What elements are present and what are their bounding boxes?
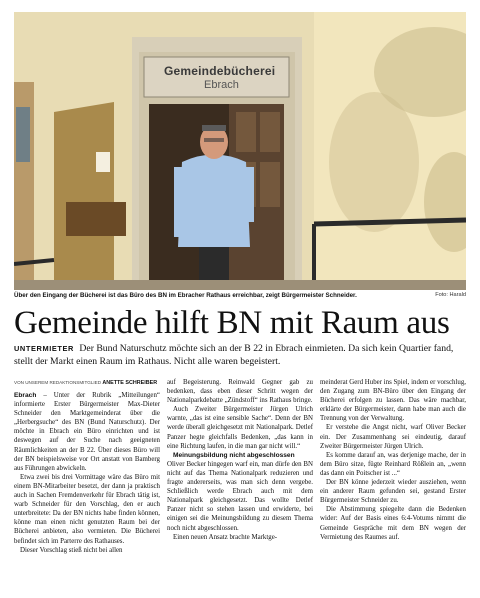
col1-paragraph-1 xyxy=(14,391,160,473)
col3-paragraph-4: Der BN könne jederzeit wieder ausziehen, wenn ein anderer Raum gefunden sei, gestand Erster Bürgermeister Schneider zu. xyxy=(320,479,466,505)
article-photo xyxy=(14,12,466,290)
photo-caption: Über den Eingang der Bücherei ist das Büro des BN im Ebracher Rathaus erreichbar, zeigt Bürgermeister Schneider. xyxy=(14,292,357,299)
sign-line1: Gemeindebücherei xyxy=(164,64,276,78)
col3-paragraph-3: Es komme darauf an, was derjenige mache, der in dem Büro sitze, fügte Reinhard Rößlein an, „wenn das dann ein Poitscher ist ...“ xyxy=(320,451,466,477)
lead-text: Der Bund Naturschutz möchte sich an der B 22 in Ebrach einmieten. Da sich kein Quartier fand, stellt der Markt einen Raum im Rathaus. Nicht alle waren begeistert. xyxy=(14,343,454,367)
sign-line2: Ebrach xyxy=(204,79,239,91)
photo-credit: Foto: Harald xyxy=(435,292,466,298)
col2-subhead: Meinungsbildung nicht abgeschlossen xyxy=(173,451,295,459)
byline xyxy=(14,380,164,386)
col2-paragraph-2: Auch Zweiter Bürgermeister Jürgen Ulrich warnte, „das ist eine sensible Sache“. Denn der BN werde überall gleichgesetzt mit Nationalpark. Detlef Panzer hegte gleichfalls Bedenken, „das kann in eine Richtung laufen, in die man gar nicht will.“ xyxy=(167,406,313,450)
byline-prefix: VON UNSEREM REDAKTIONSMITGLIED xyxy=(14,380,102,385)
lead-paragraph xyxy=(14,343,466,368)
col2-paragraph-1: auf Begeisterung. Reinwald Gegner gab zu bedenken, dass eben dieser Schritt wegen der Nationalparkdebatte „Zündstoff“ ins Rathaus bringe. xyxy=(167,379,313,405)
column-2 xyxy=(167,378,313,542)
col1-p1-text: – Unter der Rubrik „Mitteilungen“ informierte Erster Bürgermeister Max-Dieter Schneider den Marktgemeinderat über die „Herbergsuche“ des BN (Bund Naturschutz). Der möchte in Ebrach ein Büro einrichten und ist deswegen auf der Suche nach geeigneten Räumlichkeiten an der B 22. Über dieses Büro will der BN beispielsweise vor Ort anstatt von Bamberg aus Führungen abwickeln. xyxy=(14,392,160,472)
col2-paragraph-3: Oliver Becker hingegen warf ein, man dürfe den BN nicht auf das Thema Nationalpark reduzieren und fragte andererseits, was man sich denn vergebe. Schließlich werde Ebrach auch mit dem Nationalpark gleichgesetzt. Das wollte Detlef Panzer nicht so stehen lassen und erwiderte, bei einigen sei die Meinungsbildung zu diesem Thema noch nicht abgeschlossen. xyxy=(167,460,313,532)
headline: Gemeinde hilft BN mit Raum aus xyxy=(14,305,450,341)
dateline: Ebrach xyxy=(14,392,37,399)
column-3 xyxy=(320,378,466,542)
col3-paragraph-2: Er verstehe die Angst nicht, warf Oliver Becker ein. Der Zusammenhang sei eindeutig, darauf Zweiter Bürgermeister Jürgen Ulrich. xyxy=(320,424,466,450)
col1-paragraph-3: Dieser Vorschlag stieß nicht bei allen xyxy=(20,546,123,554)
col1-paragraph-2: Etwa zwei bis drei Vormittage wäre das Büro mit einem BN-Mitarbeiter besetzt, der dann ja praktisch auch in Sachen Fremdenverkehr für Ebrach tätig ist, warb Schneider für den Vorschlag, den er auch unterbreitete: Da der BN nichts habe finden können, könne man einen nicht genutzten Raum bei der Bücherei anbieten, also vermieten. Die Bücherei befindet sich im Parterre des Rathauses. xyxy=(14,473,160,545)
col2-paragraph-4: Einen neuen Ansatz brachte Marktge- xyxy=(173,533,278,541)
column-1 xyxy=(14,391,160,555)
photo-illustration xyxy=(14,12,466,290)
byline-author: ANETTE SCHREIBER xyxy=(102,380,158,386)
col3-paragraph-5: Die Abstimmung spiegelte dann die Bedenken wider: Auf der Basis eines 6:4-Votums nimmt die Gemeinde Gespräche mit dem BN wegen der Vermietung des Raumes auf. xyxy=(320,506,466,541)
col3-paragraph-1: meinderat Gerd Huber ins Spiel, indem er vorschlug, den Zugang zum BN-Büro über den Eingang der Bücherei erfolgen zu lassen. Das wäre machbar, erklärte der Bürgermeister, dann habe man auch die Trennung von der Verwaltung. xyxy=(320,379,467,423)
kicker: UNTERMIETER xyxy=(14,344,74,353)
